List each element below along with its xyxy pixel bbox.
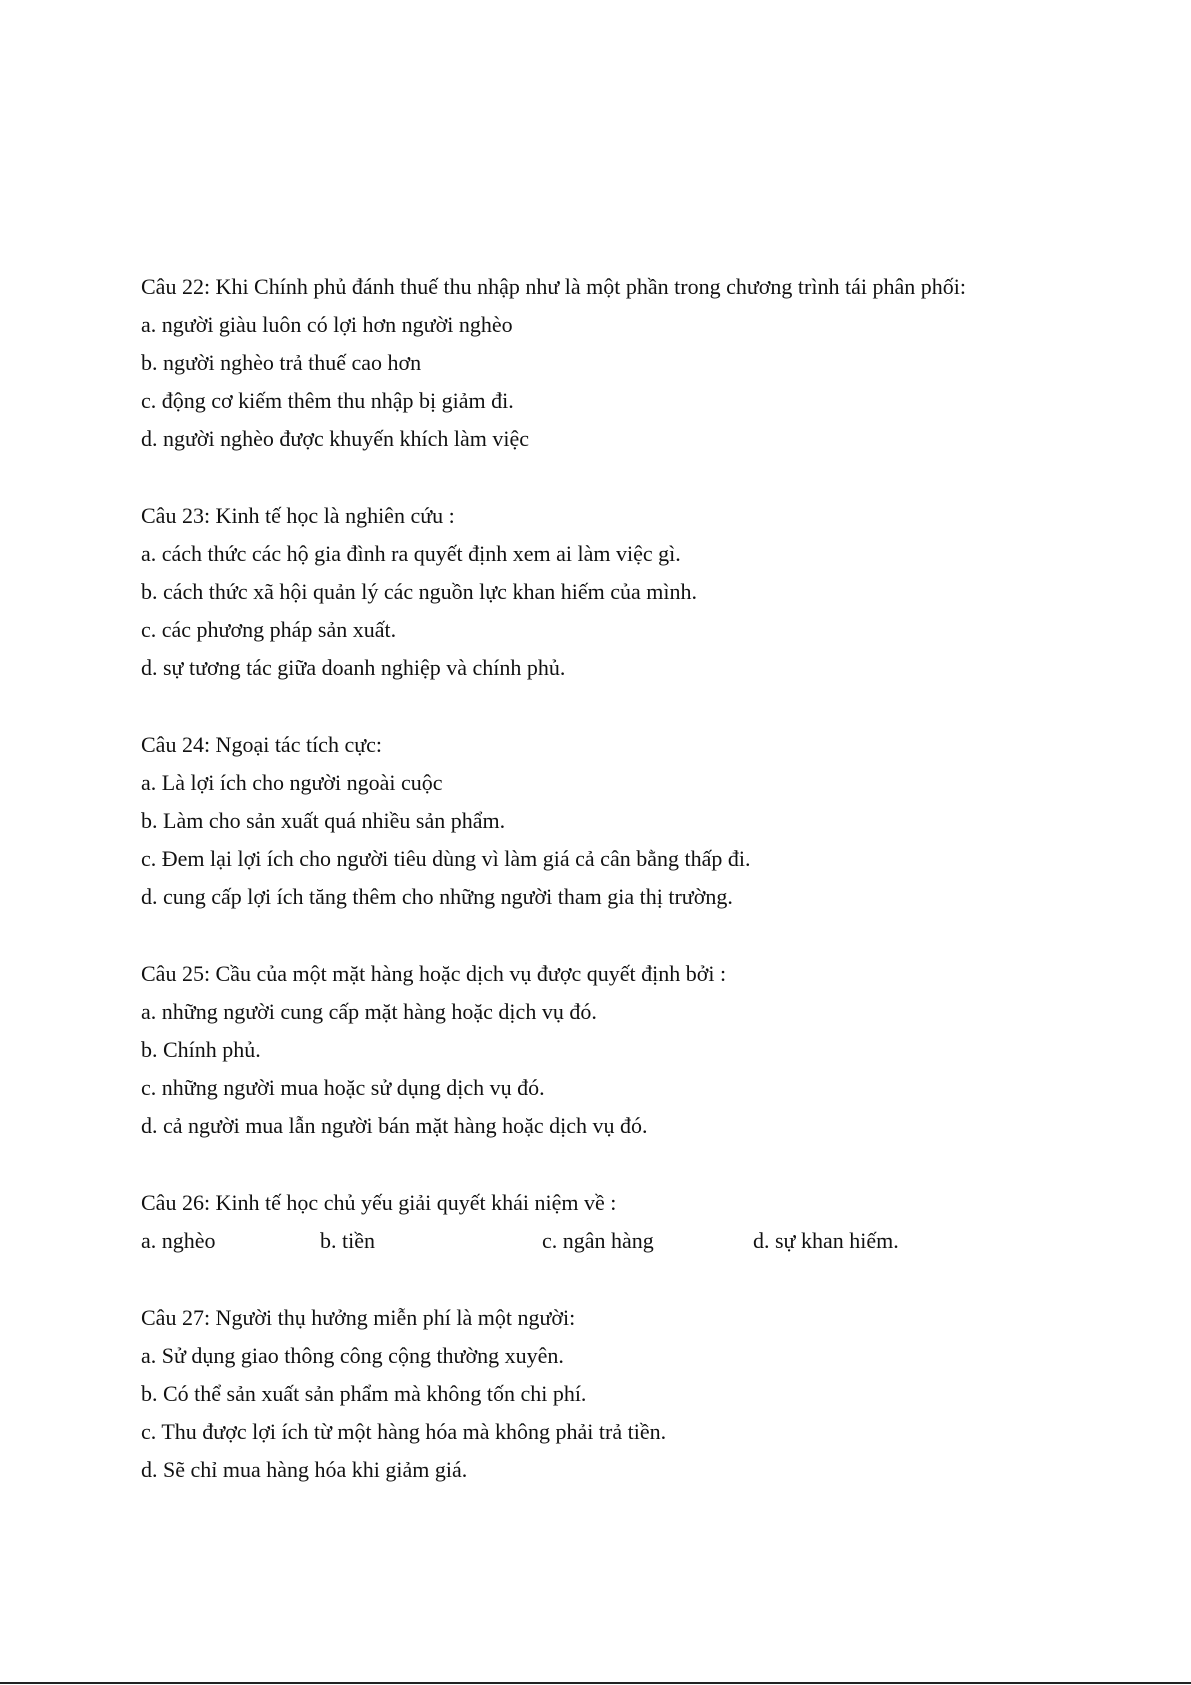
question-22 bbox=[141, 268, 1101, 458]
question-title: Câu 26: Kinh tế học chủ yếu giải quyết khái niệm về : bbox=[141, 1190, 617, 1215]
question-26 bbox=[141, 1184, 1101, 1260]
question-27 bbox=[141, 1299, 1101, 1489]
question-title: Câu 27: Người thụ hưởng miễn phí là một người: bbox=[141, 1305, 576, 1330]
answer-option-a: a. Sử dụng giao thông công cộng thường xuyên. bbox=[141, 1343, 564, 1368]
answer-option-a: a. nghèo bbox=[141, 1228, 216, 1253]
answer-option-d: d. sự tương tác giữa doanh nghiệp và chính phủ. bbox=[141, 655, 566, 680]
answer-option-b: b. cách thức xã hội quản lý các nguồn lực khan hiếm của mình. bbox=[141, 579, 697, 604]
answer-option-b: b. Chính phủ. bbox=[141, 1037, 261, 1062]
answer-option-b: b. tiền bbox=[320, 1228, 375, 1253]
question-title: Câu 22: Khi Chính phủ đánh thuế thu nhập như là một phần trong chương trình tái phân phối: bbox=[141, 274, 966, 299]
answer-option-c: c. những người mua hoặc sử dụng dịch vụ đó. bbox=[141, 1075, 545, 1100]
answer-option-d: d. cung cấp lợi ích tăng thêm cho những người tham gia thị trường. bbox=[141, 884, 733, 909]
answer-option-b: b. Có thể sản xuất sản phẩm mà không tốn chi phí. bbox=[141, 1381, 587, 1406]
answer-option-b: b. Làm cho sản xuất quá nhiều sản phẩm. bbox=[141, 808, 506, 833]
answer-option-d: d. cả người mua lẫn người bán mặt hàng hoặc dịch vụ đó. bbox=[141, 1113, 648, 1138]
inline-answer-options bbox=[141, 1222, 1101, 1260]
question-title: Câu 23: Kinh tế học là nghiên cứu : bbox=[141, 503, 455, 528]
answer-option-b: b. người nghèo trả thuế cao hơn bbox=[141, 350, 422, 375]
question-23 bbox=[141, 497, 1101, 687]
answer-option-c: c. ngân hàng bbox=[542, 1228, 654, 1253]
question-title: Câu 25: Cầu của một mặt hàng hoặc dịch vụ được quyết định bởi : bbox=[141, 961, 727, 986]
question-24 bbox=[141, 726, 1101, 916]
answer-option-c: c. động cơ kiếm thêm thu nhập bị giảm đi. bbox=[141, 388, 514, 413]
answer-option-d: d. người nghèo được khuyến khích làm việc bbox=[141, 426, 530, 451]
answer-option-a: a. những người cung cấp mặt hàng hoặc dịch vụ đó. bbox=[141, 999, 597, 1024]
answer-option-c: c. Thu được lợi ích từ một hàng hóa mà không phải trả tiền. bbox=[141, 1419, 667, 1444]
answer-option-d: d. sự khan hiếm. bbox=[753, 1228, 899, 1253]
question-25 bbox=[141, 955, 1101, 1145]
document-page bbox=[141, 268, 1101, 1528]
answer-option-a: a. cách thức các hộ gia đình ra quyết định xem ai làm việc gì. bbox=[141, 541, 681, 566]
answer-option-a: a. người giàu luôn có lợi hơn người nghèo bbox=[141, 312, 513, 337]
answer-option-c: c. Đem lại lợi ích cho người tiêu dùng vì làm giá cả cân bằng thấp đi. bbox=[141, 846, 751, 871]
question-title: Câu 24: Ngoại tác tích cực: bbox=[141, 732, 383, 757]
answer-option-c: c. các phương pháp sản xuất. bbox=[141, 617, 397, 642]
answer-option-d: d. Sẽ chỉ mua hàng hóa khi giảm giá. bbox=[141, 1457, 468, 1482]
page-bottom-rule bbox=[0, 1682, 1191, 1684]
answer-option-a: a. Là lợi ích cho người ngoài cuộc bbox=[141, 770, 443, 795]
